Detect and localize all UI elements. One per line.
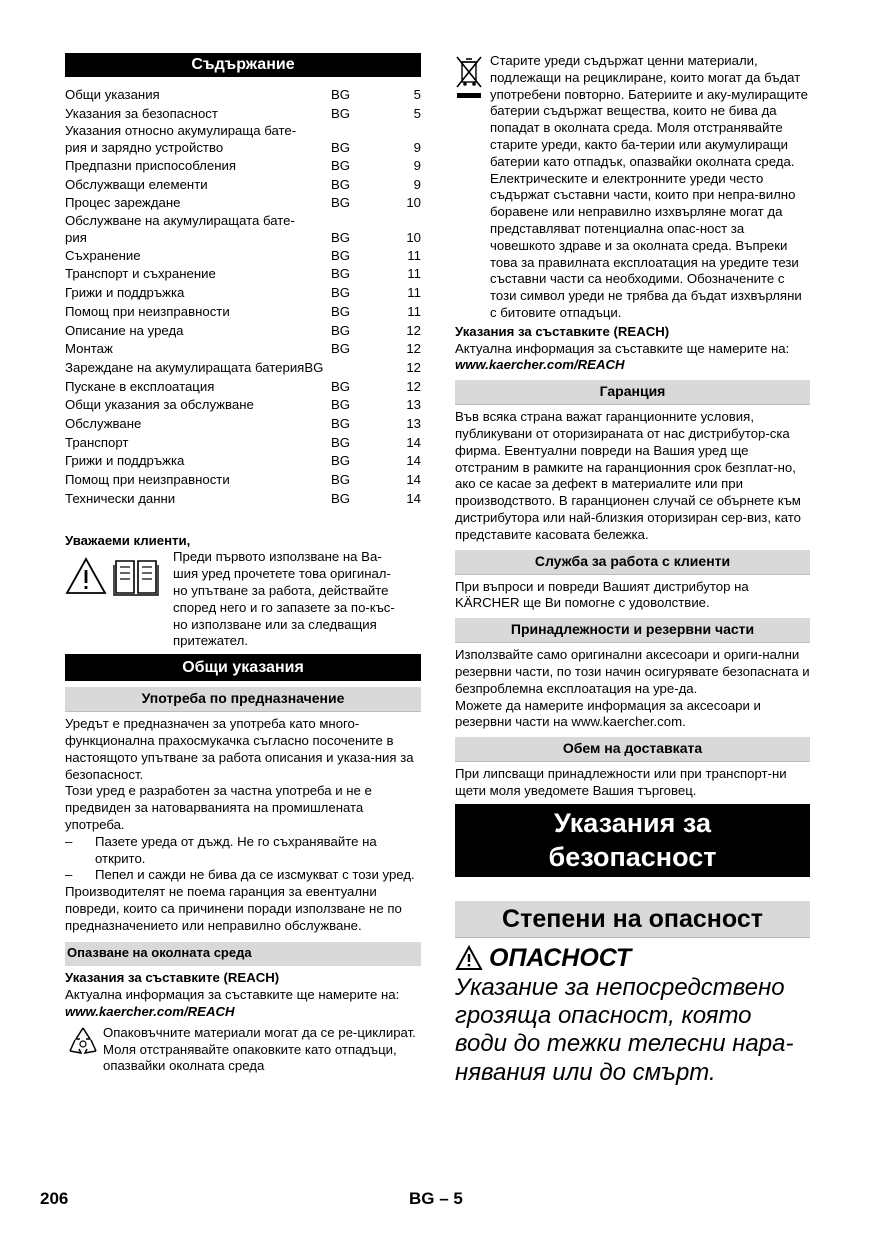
recycling-icon	[65, 1025, 101, 1057]
reach-url-right[interactable]: www.kaercher.com/REACH	[455, 357, 625, 373]
table-of-contents	[65, 86, 421, 509]
delivery-text: При липсващи принадлежности или при транспорт-ни щети моля уведомете Вашия търговец.	[455, 766, 787, 798]
toc-row[interactable]: Транспорт и съхранение BG 11	[65, 266, 421, 282]
danger-heading	[455, 943, 810, 973]
toc-row[interactable]: Обслужване на акумулиращата бате- рия BG 10	[65, 213, 421, 245]
toc-row[interactable]: Процес зареждане BG 10	[65, 195, 421, 211]
service-text: При въпроси и повреди Вашият дистрибутор на KÄRCHER ще Ви помогне с удоволствие.	[455, 578, 749, 611]
danger-label: ОПАСНОСТ	[489, 943, 632, 972]
reach-text-right: Актуална информация за съставките ще намерите на:	[455, 340, 790, 356]
weee-note	[455, 53, 810, 322]
weee-text	[490, 53, 810, 322]
warranty-title: Гаранция	[455, 380, 810, 405]
intended-use-title: Употреба по предназначение	[65, 687, 421, 712]
weee-text-2: Електрическите и електронните уреди често съдържат съставни части, които при непра-вилно боравене или неправилно изхвърляне могат да представляват потенциална опас-ност за човешкото здраве и за околната среда. Въпреки това за правилната експлоатация на уредите тези съставни части са необходими. Обозначените с този символ уреди не трябва да бъдат изхвърляни с битовите отпадъци.	[490, 170, 802, 320]
toc-row[interactable]: Монтаж BG 12	[65, 341, 421, 357]
toc-row[interactable]: Пускане в експлоатация BG 12	[65, 378, 421, 394]
crossed-out-bin-icon	[455, 55, 483, 101]
delivery-title: Обем на доставката	[455, 737, 810, 762]
general-title: Общи указания	[65, 654, 421, 681]
toc-row[interactable]: Общи указания за обслужване BG 13	[65, 397, 421, 413]
open-book-icon	[113, 557, 159, 597]
list-item: – Пепел и сажди не бива да се изсмукват с този уред.	[65, 867, 421, 884]
reach-heading: Указания за съставките (REACH)	[65, 970, 280, 986]
customers-notice	[65, 549, 421, 650]
service-title: Служба за работа с клиенти	[455, 550, 810, 575]
customers-text: Преди първото използване на Ва- шия уред прочетете това оригинал- но упътване за работа, действайте според него и го запазете за по-къс- но използване или за следващия притежател.	[173, 549, 395, 649]
toc-row[interactable]: Грижи и поддръжка BG 11	[65, 285, 421, 301]
weee-text-1: Старите уреди съдържат ценни материали, подлежащи на рециклиране, които могат да бъдат употребени повторно. Батериите и аку-мулиращите батерии съдържат вещества, които не бива да попадат в околната среда. Моля отстранявайте старите уреди, както ба-терии или акумулиращи батерии като отпадък, опазвайки околната среда.	[490, 53, 808, 169]
toc-row[interactable]: Зареждане на акумулиращата батерия BG 12	[65, 359, 421, 375]
toc-row[interactable]: Съхранение BG 11	[65, 247, 421, 263]
toc-row[interactable]: Технически данни BG 14	[65, 490, 421, 506]
toc-row[interactable]: Предпазни приспособления BG 9	[65, 158, 421, 173]
right-column	[455, 53, 810, 1087]
packaging-note	[65, 1025, 421, 1075]
list-item: – Пазете уреда от дъжд. Не го съхранявайте на открито.	[65, 834, 421, 868]
intended-use-list	[65, 834, 421, 884]
toc-row[interactable]: Транспорт BG 14	[65, 434, 421, 450]
toc-row[interactable]: Грижи и поддръжка BG 14	[65, 453, 421, 469]
toc-row[interactable]: Описание на уреда BG 12	[65, 322, 421, 338]
reach-url[interactable]: www.kaercher.com/REACH	[65, 1004, 235, 1020]
toc-row[interactable]: Указания за безопасност BG 5	[65, 105, 421, 121]
weee-symbol	[455, 53, 490, 322]
toc-row[interactable]: Обслужване BG 13	[65, 416, 421, 432]
hazard-levels-title: Степени на опасност	[455, 901, 810, 938]
safety-title: Указания за безопасност	[455, 804, 810, 877]
toc-row[interactable]: Обслужващи елементи BG 9	[65, 176, 421, 192]
accessories-title: Принадлежности и резервни части	[455, 618, 810, 643]
reach-heading-right: Указания за съставките (REACH)	[455, 323, 670, 339]
customers-heading: Уважаеми клиенти,	[65, 532, 191, 548]
toc-row[interactable]: Общи указания BG 5	[65, 87, 421, 102]
intended-use-para3: Производителят не поема гаранция за евентуални повреди, които са причинени поради използване не по предназначението или неправилно обслужване.	[65, 884, 402, 933]
warranty-text: Във всяка страна важат гаранционните условия, публикувани от оторизираната от нас дистрибутор-ска фирма. Евентуални повреди на Вашия уред ще отстраним в рамките на гаранционния срок безплат-но, ако се касае за дефект в материалите или при производството. В гаранционен случай се обърнете към дистрибутора или най-близкия оторизиран сер-виз, като представите касовата бележка.	[455, 409, 802, 542]
toc-row[interactable]: Помощ при неизправности BG 14	[65, 472, 421, 488]
environment-title: Опазване на околната среда	[65, 942, 421, 966]
page-number: 206	[40, 1189, 69, 1208]
toc-title: Съдържание	[65, 53, 421, 77]
intended-use-para1: Уредът е предназначен за употреба като много-функционална прахосмукачка съгласно посочените в настоящото упътване за работа описания и указа-ния за безопасност.	[65, 716, 414, 782]
warning-triangle-icon	[455, 945, 483, 971]
accessories-text2: Можете да намерите информация за аксесоари и резервни части на www.kaercher.com.	[455, 697, 761, 730]
danger-text: Указание за непосредствено грозяща опасност, която води до тежки телесни нара- нявания или до смърт.	[455, 973, 794, 1086]
intended-use-para2: Този уред е разработен за частна употреба и не е предвиден за натоварванията на промишлената употреба.	[65, 783, 372, 832]
toc-row[interactable]: Указания относно акумулираща бате- рия и зарядно устройство BG 9	[65, 123, 421, 156]
accessories-text1: Използвайте само оригинални аксесоари и ориги-нални резервни части, по този начин осигурявате безопасната и безпроблемна експлоатация на уре-да.	[455, 647, 810, 696]
left-column	[65, 53, 421, 1075]
reach-text: Актуална информация за съставките ще намерите на:	[65, 987, 400, 1003]
warning-triangle-icon	[65, 557, 107, 595]
section-label: BG – 5	[409, 1189, 463, 1208]
packaging-text: Опаковъчните материали могат да се ре-циклират. Моля отстранявайте опаковките като отпадъци, опазвайки околната среда	[103, 1024, 416, 1074]
toc-row[interactable]: Помощ при неизправности BG 11	[65, 303, 421, 319]
notice-icons	[65, 549, 173, 650]
